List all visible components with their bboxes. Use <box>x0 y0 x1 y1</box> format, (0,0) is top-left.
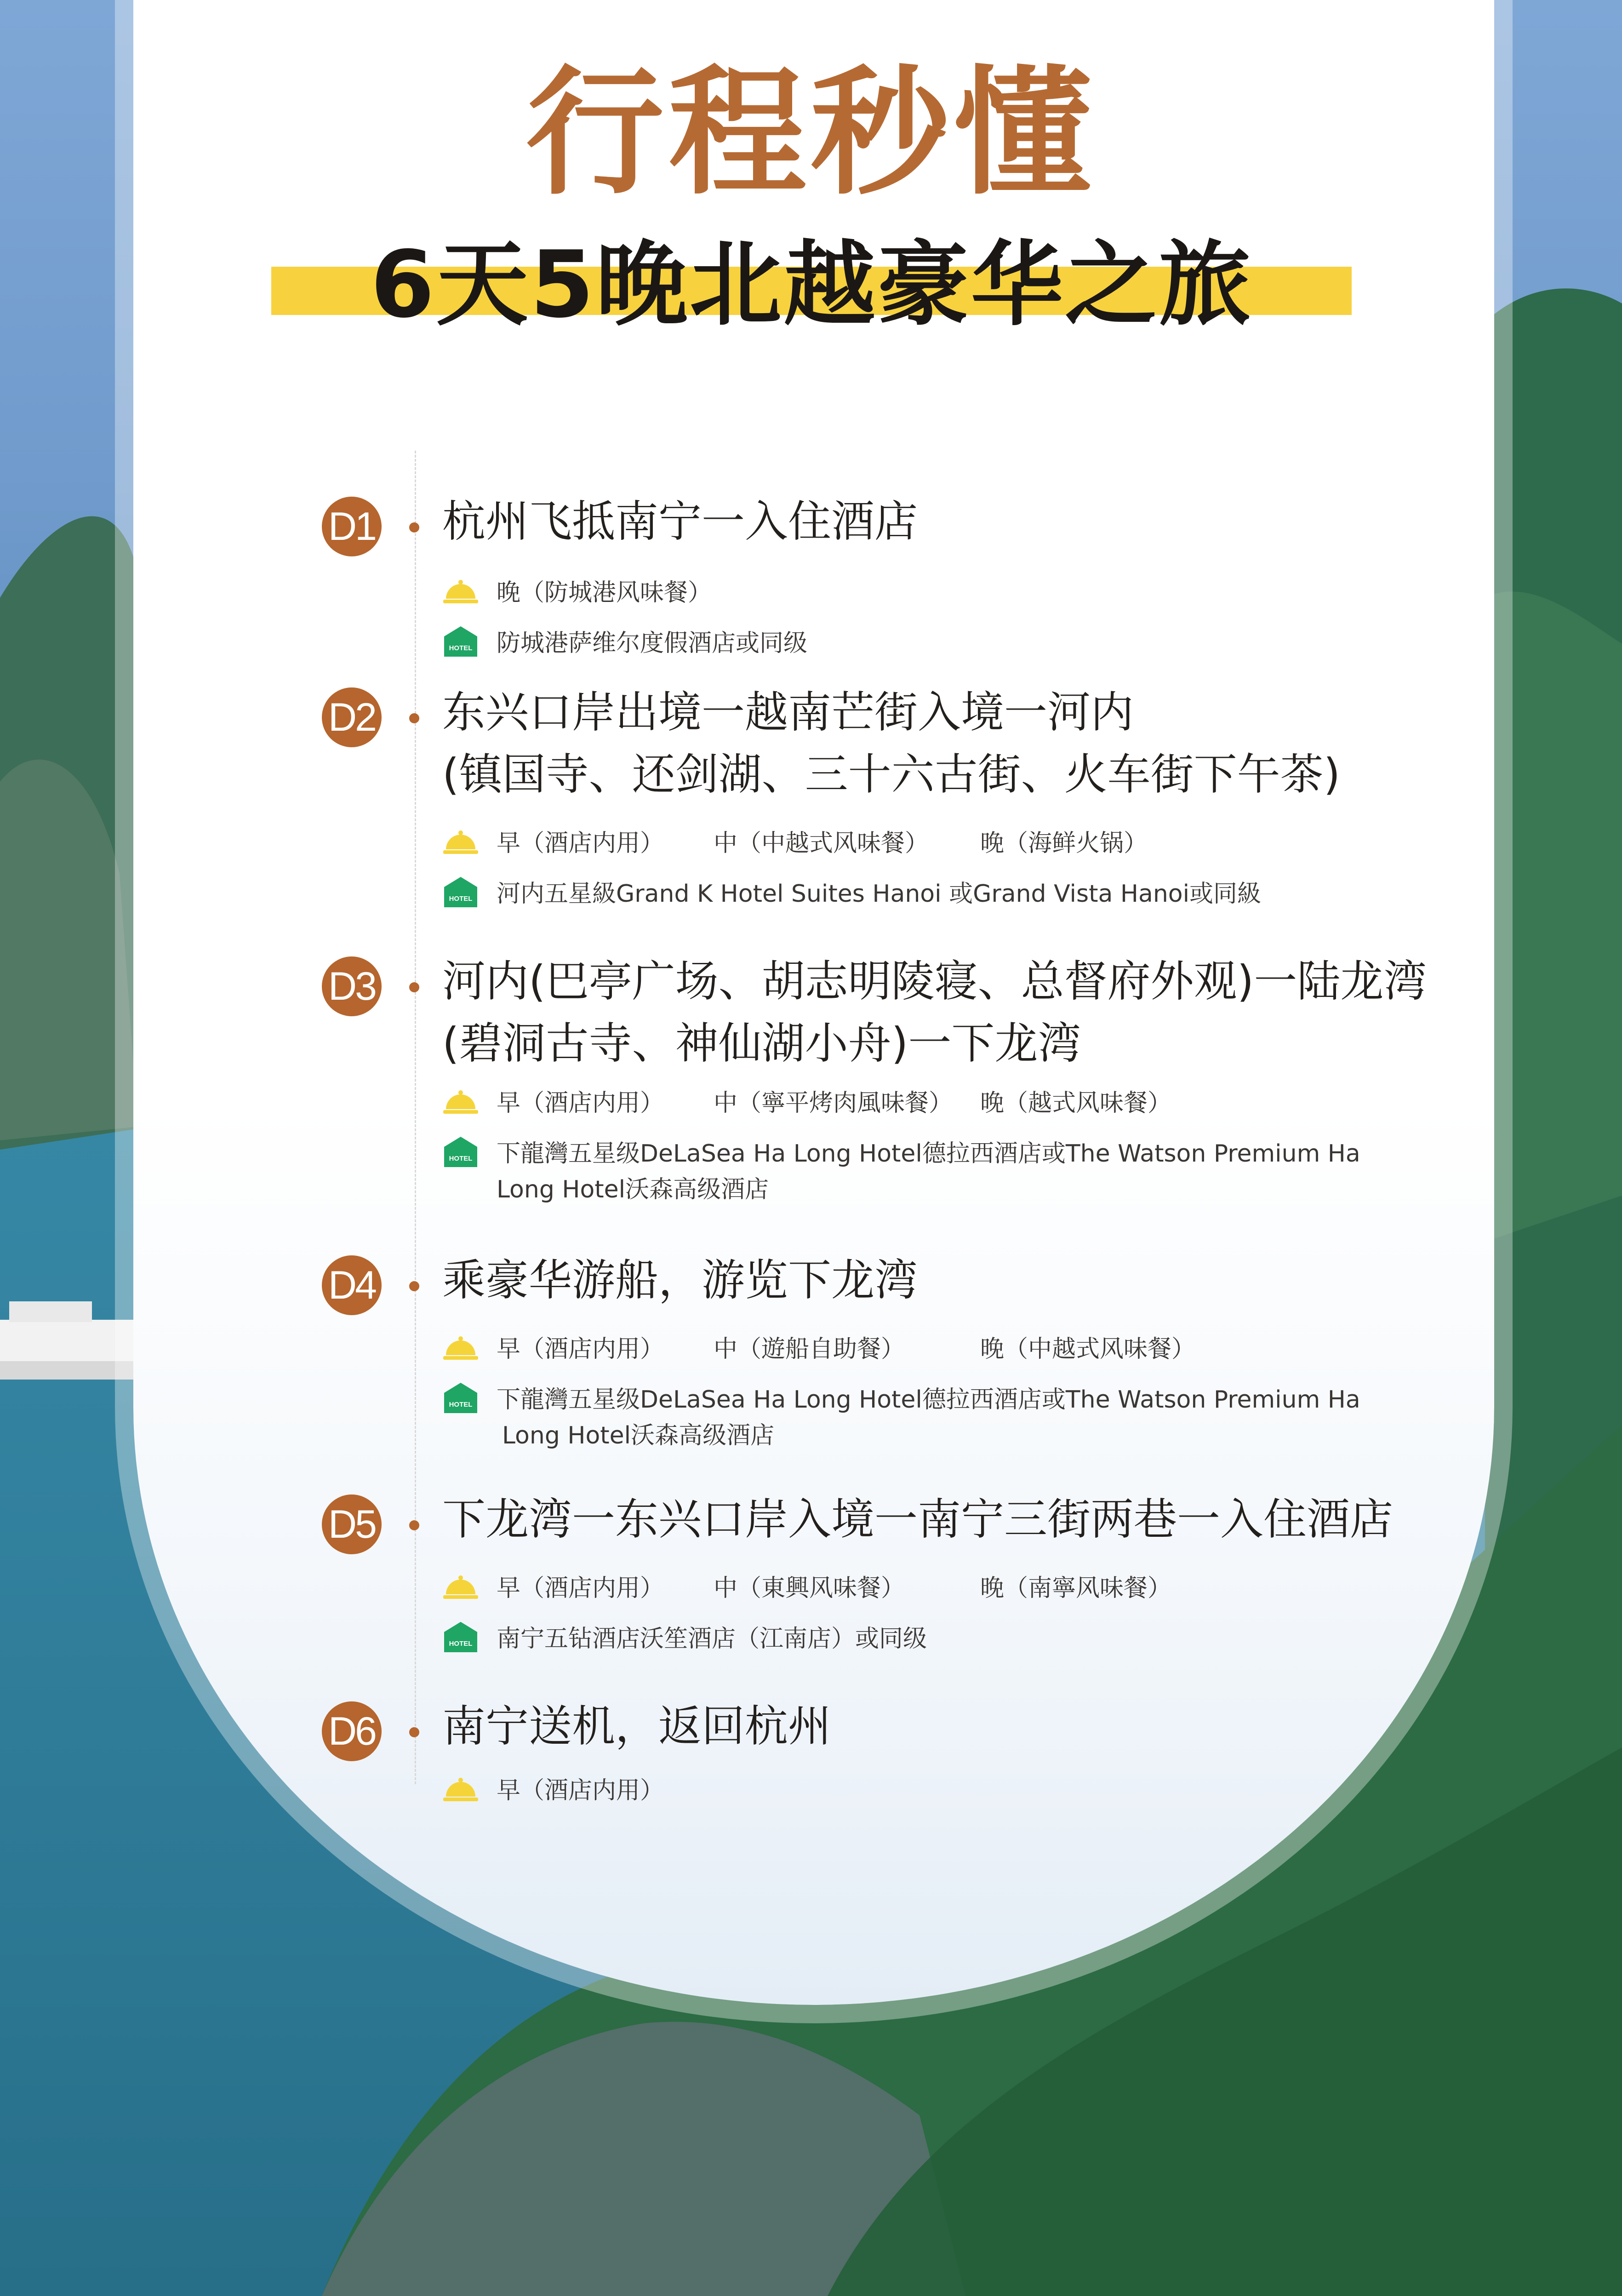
hotel-icon <box>442 1136 479 1168</box>
meal-text-dinner: 晚（海鲜火锅） <box>980 830 1148 857</box>
day-badge: D4 <box>322 1255 382 1315</box>
hotel-icon <box>442 1382 479 1414</box>
hotel-text-line-1: 下龍灣五星级DeLaSea Ha Long Hotel德拉西酒店或The Watson Premium Ha <box>497 1386 1360 1414</box>
timeline-dot <box>409 982 419 992</box>
hotel-text: 南宁五钻酒店沃笙酒店（江南店）或同级 <box>497 1625 927 1653</box>
meal-text-breakfast: 早（酒店内用） <box>497 830 664 857</box>
timeline-dot <box>409 1281 419 1291</box>
hotel-icon <box>442 876 479 908</box>
meal-text-lunch: 中（東興风味餐） <box>714 1575 905 1602</box>
cloche-icon <box>442 1331 479 1363</box>
meal-text-lunch: 中（寧平烤肉風味餐） <box>714 1089 953 1117</box>
page-title: 行程秒懂 <box>526 53 1096 213</box>
meal-text-dinner: 晚（越式风味餐） <box>980 1089 1172 1117</box>
day-title: 下龙湾一东兴口岸入境一南宁三街两巷一入住酒店 <box>442 1494 1394 1545</box>
hotel-text: 防城港萨维尔度假酒店或同级 <box>497 630 808 657</box>
cloche-icon <box>442 1570 479 1603</box>
timeline-line <box>415 451 416 1784</box>
cloche-icon <box>442 575 479 607</box>
cloche-icon <box>442 1773 479 1805</box>
svg-text:HOTEL: HOTEL <box>449 1401 473 1409</box>
day-badge: D6 <box>322 1701 382 1761</box>
meal-text-dinner: 晚（南寧风味餐） <box>980 1575 1172 1602</box>
svg-text:HOTEL: HOTEL <box>449 1640 473 1648</box>
hotel-icon <box>442 1621 479 1653</box>
day-badge: D2 <box>322 687 382 747</box>
cloche-icon <box>442 1085 479 1117</box>
subtitle-block <box>271 231 1352 338</box>
meal-text-lunch: 中（中越式风味餐） <box>714 830 929 857</box>
hotel-text: 河内五星級Grand K Hotel Suites Hanoi 或Grand Vista Hanoi或同級 <box>497 880 1262 908</box>
timeline-dot <box>409 522 419 532</box>
hotel-text-line-2: Long Hotel沃森高级酒店 <box>502 1422 775 1449</box>
hotel-icon <box>442 625 479 658</box>
cloche-icon <box>442 825 479 858</box>
day-title-line-1: 东兴口岸出境一越南芒街入境一河内 <box>442 687 1134 738</box>
page-subtitle: 6天5晚北越豪华之旅 <box>370 231 1253 338</box>
meal-text-breakfast: 早（酒店内用） <box>497 1089 664 1117</box>
meal-text-dinner: 晚（中越式风味餐） <box>980 1335 1196 1363</box>
day-badge: D5 <box>322 1494 382 1554</box>
day-title: 乘豪华游船，游览下龙湾 <box>442 1255 918 1305</box>
day-badge: D3 <box>322 956 382 1016</box>
meal-text-breakfast: 早（酒店内用） <box>497 1335 664 1363</box>
timeline-dot <box>409 1520 419 1530</box>
day-title-line-2: (碧洞古寺、神仙湖小舟)一下龙湾 <box>442 1019 1081 1069</box>
svg-text:HOTEL: HOTEL <box>449 1155 473 1162</box>
hotel-text-line-1: 下龍灣五星级DeLaSea Ha Long Hotel德拉西酒店或The Watson Premium Ha <box>497 1140 1360 1168</box>
meal-text-breakfast: 早（酒店内用） <box>497 1777 664 1804</box>
day-title: 杭州飞抵南宁一入住酒店 <box>442 497 918 547</box>
meal-text-lunch: 中（遊船自助餐） <box>714 1335 905 1363</box>
day-title: 南宁送机，返回杭州 <box>442 1701 832 1752</box>
day-title-line-1: 河内(巴亭广场、胡志明陵寝、总督府外观)一陆龙湾 <box>442 956 1427 1007</box>
svg-text:HOTEL: HOTEL <box>449 644 473 652</box>
day-title-line-2: (镇国寺、还剑湖、三十六古街、火车街下午茶) <box>442 750 1341 800</box>
meal-text-breakfast: 早（酒店内用） <box>497 1575 664 1602</box>
hotel-text-line-2: Long Hotel沃森高级酒店 <box>497 1176 769 1203</box>
meal-text: 晚（防城港风味餐） <box>497 579 712 607</box>
timeline-dot <box>409 713 419 723</box>
day-badge: D1 <box>322 497 382 556</box>
svg-text:HOTEL: HOTEL <box>449 895 473 903</box>
timeline-dot <box>409 1727 419 1737</box>
